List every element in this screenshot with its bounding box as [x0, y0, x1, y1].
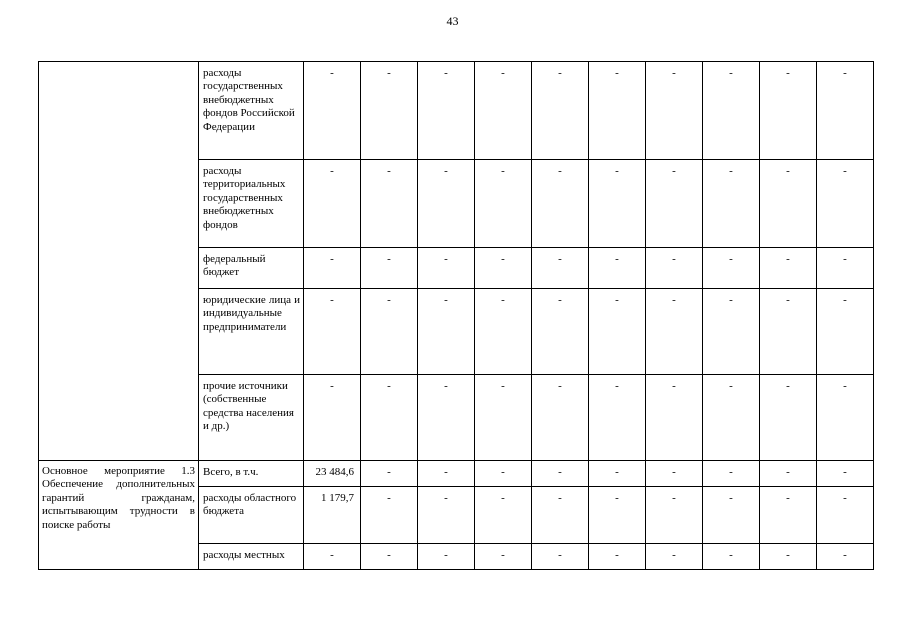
value-cell: - — [475, 375, 532, 461]
value-cell: - — [703, 160, 760, 248]
value-cell: - — [304, 248, 361, 289]
value-cell: - — [304, 62, 361, 160]
value-cell: - — [304, 544, 361, 570]
value-cell: - — [817, 62, 874, 160]
funding-source-cell: юридические лица и индивидуальные предприниматели — [199, 289, 304, 375]
value-cell: - — [418, 544, 475, 570]
value-cell: - — [817, 160, 874, 248]
value-cell: - — [304, 160, 361, 248]
value-cell: - — [646, 160, 703, 248]
value-cell: - — [532, 487, 589, 544]
value-cell: 23 484,6 — [304, 461, 361, 487]
funding-source-cell: расходы областного бюджета — [199, 487, 304, 544]
value-cell: - — [760, 487, 817, 544]
funding-source-cell: расходы территориальных государственных внебюджетных фондов — [199, 160, 304, 248]
value-cell: - — [418, 375, 475, 461]
value-cell: - — [703, 544, 760, 570]
value-cell: - — [589, 487, 646, 544]
value-cell: - — [475, 248, 532, 289]
value-cell: - — [703, 289, 760, 375]
page-number: 43 — [446, 14, 459, 28]
value-cell: - — [646, 289, 703, 375]
event-cell: Основное мероприятие 1.3 Обеспечение дополнительных гарантий гражданам, испытывающим трудности в поиске работы — [39, 461, 199, 570]
value-cell: - — [418, 248, 475, 289]
value-cell: - — [361, 461, 418, 487]
funding-source-cell: расходы государственных внебюджетных фондов Российской Федерации — [199, 62, 304, 160]
value-cell: - — [817, 289, 874, 375]
value-cell: - — [532, 160, 589, 248]
value-cell: - — [760, 160, 817, 248]
value-cell: - — [418, 289, 475, 375]
value-cell: - — [361, 289, 418, 375]
value-cell: 1 179,7 — [304, 487, 361, 544]
table-row — [39, 62, 874, 160]
value-cell: - — [532, 461, 589, 487]
value-cell: - — [361, 375, 418, 461]
funding-source-cell: федеральный бюджет — [199, 248, 304, 289]
value-cell: - — [589, 375, 646, 461]
value-cell: - — [361, 160, 418, 248]
value-cell: - — [361, 248, 418, 289]
value-cell: - — [646, 461, 703, 487]
value-cell: - — [760, 375, 817, 461]
value-cell: - — [418, 461, 475, 487]
value-cell: - — [817, 487, 874, 544]
budget-table — [38, 61, 874, 570]
value-cell: - — [475, 62, 532, 160]
value-cell: - — [760, 544, 817, 570]
value-cell: - — [532, 289, 589, 375]
value-cell: - — [532, 375, 589, 461]
value-cell: - — [760, 62, 817, 160]
value-cell: - — [361, 487, 418, 544]
value-cell: - — [817, 461, 874, 487]
table-row — [39, 461, 874, 487]
value-cell: - — [703, 62, 760, 160]
value-cell: - — [418, 62, 475, 160]
value-cell: - — [418, 160, 475, 248]
value-cell: - — [760, 461, 817, 487]
value-cell: - — [304, 375, 361, 461]
value-cell: - — [532, 248, 589, 289]
value-cell: - — [646, 544, 703, 570]
value-cell: - — [703, 487, 760, 544]
value-cell: - — [703, 461, 760, 487]
value-cell: - — [475, 461, 532, 487]
value-cell: - — [589, 461, 646, 487]
value-cell: - — [589, 248, 646, 289]
value-cell: - — [817, 544, 874, 570]
value-cell: - — [646, 375, 703, 461]
value-cell: - — [475, 160, 532, 248]
value-cell: - — [532, 544, 589, 570]
value-cell: - — [475, 487, 532, 544]
event-cell-empty — [39, 62, 199, 461]
funding-source-cell: прочие источники (собственные средства населения и др.) — [199, 375, 304, 461]
value-cell: - — [589, 289, 646, 375]
value-cell: - — [361, 62, 418, 160]
funding-source-cell: расходы местных — [199, 544, 304, 570]
value-cell: - — [475, 544, 532, 570]
value-cell: - — [589, 544, 646, 570]
value-cell: - — [817, 375, 874, 461]
value-cell: - — [646, 62, 703, 160]
value-cell: - — [760, 289, 817, 375]
value-cell: - — [760, 248, 817, 289]
funding-source-cell: Всего, в т.ч. — [199, 461, 304, 487]
value-cell: - — [589, 160, 646, 248]
value-cell: - — [361, 544, 418, 570]
value-cell: - — [817, 248, 874, 289]
value-cell: - — [532, 62, 589, 160]
value-cell: - — [589, 62, 646, 160]
value-cell: - — [703, 375, 760, 461]
value-cell: - — [475, 289, 532, 375]
value-cell: - — [646, 248, 703, 289]
value-cell: - — [703, 248, 760, 289]
value-cell: - — [646, 487, 703, 544]
value-cell: - — [304, 289, 361, 375]
value-cell: - — [418, 487, 475, 544]
